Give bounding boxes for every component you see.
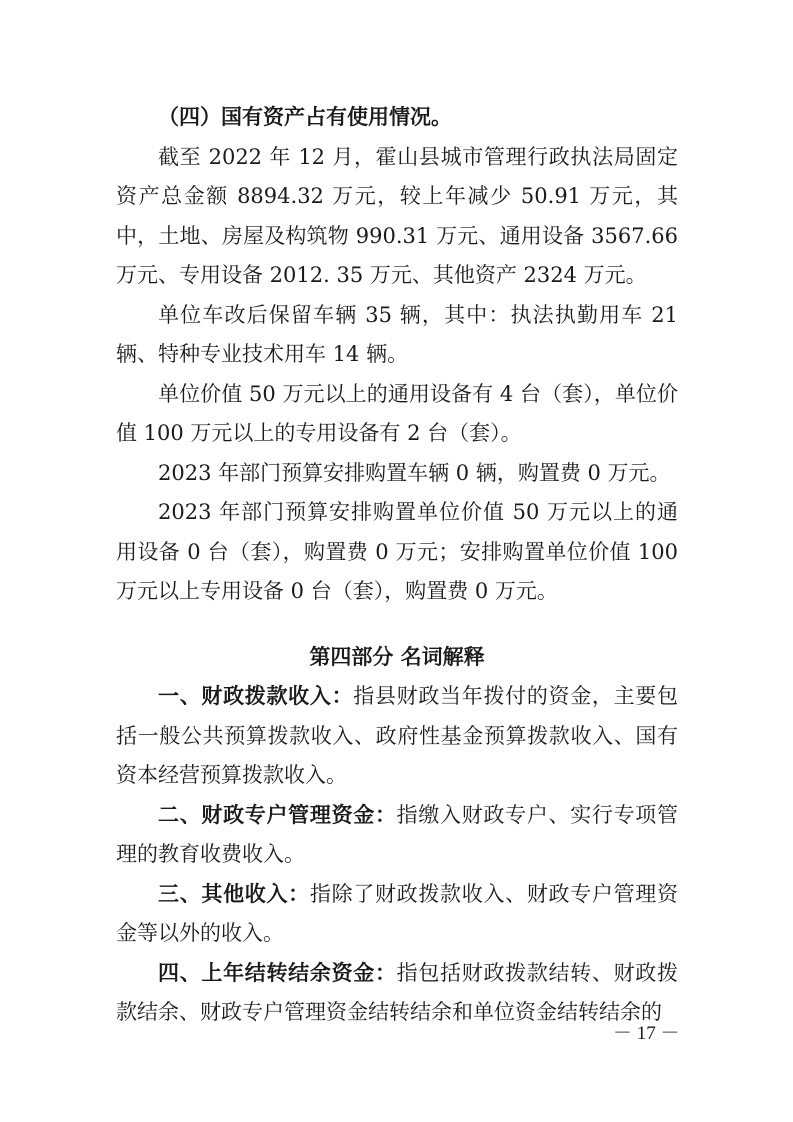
page-content: [116, 98, 678, 1033]
definition-term: 四、上年结转结余资金：: [158, 960, 397, 985]
assets-paragraph-4: 2023 年部门预算安排购置车辆 0 辆，购置费 0 万元。: [158, 460, 671, 485]
part-title: 第四部分 名词解释: [309, 644, 485, 669]
assets-paragraph-5: 2023 年部门预算安排购置单位价值 50 万元以上的通用设备 0 台（套），购置费 0 万元；安排购置单位价值 100 万元以上专用设备 0 台（套），购置费 0 万元。: [116, 500, 678, 603]
definition-text: 指县财政当年拨付的资金，主要包括一般公共预算拨款收入、政府性基金预算拨款收入、国有资本经营预算拨款收入。: [116, 684, 679, 787]
definition-term: 一、财政拨款收入：: [158, 684, 354, 708]
section-heading: （四）国有资产占有使用情况。: [158, 105, 452, 129]
definition-3: [116, 875, 678, 954]
assets-paragraph-3: 单位价值 50 万元以上的通用设备有 4 台（套），单位价值 100 万元以上的专用设备有 2 台（套）。: [116, 381, 678, 445]
page-number: － 17 －: [613, 1023, 680, 1044]
definition-2: [116, 796, 678, 875]
assets-paragraph-1: 截至 2022 年 12 月，霍山县城市管理行政执法局固定资产总金额 8894.32 万元，较上年减少 50.91 万元，其中，土地、房屋及构筑物 990.31 万元、通用设备 3567.66 万元、专用设备 2012. 35 万元、其他资产 2324 万元。: [116, 144, 678, 287]
definition-4: [116, 954, 678, 1033]
definition-text: 指缴入财政专户、实行专项管理的教育收费收入。: [116, 802, 679, 866]
definition-text: 指除了财政拨款收入、财政专户管理资金等以外的收入。: [116, 881, 679, 945]
definition-term: 二、财政专户管理资金：: [158, 802, 397, 827]
definition-1: [116, 677, 678, 796]
definition-text: 指包括财政拨款结转、财政拨款结余、财政专户管理资金结转结余和单位资金结转结余的: [116, 960, 679, 1024]
assets-paragraph-2: 单位车改后保留车辆 35 辆，其中：执法执勤用车 21 辆、特种专业技术用车 14 辆。: [116, 302, 678, 366]
definition-term: 三、其他收入：: [158, 881, 310, 906]
